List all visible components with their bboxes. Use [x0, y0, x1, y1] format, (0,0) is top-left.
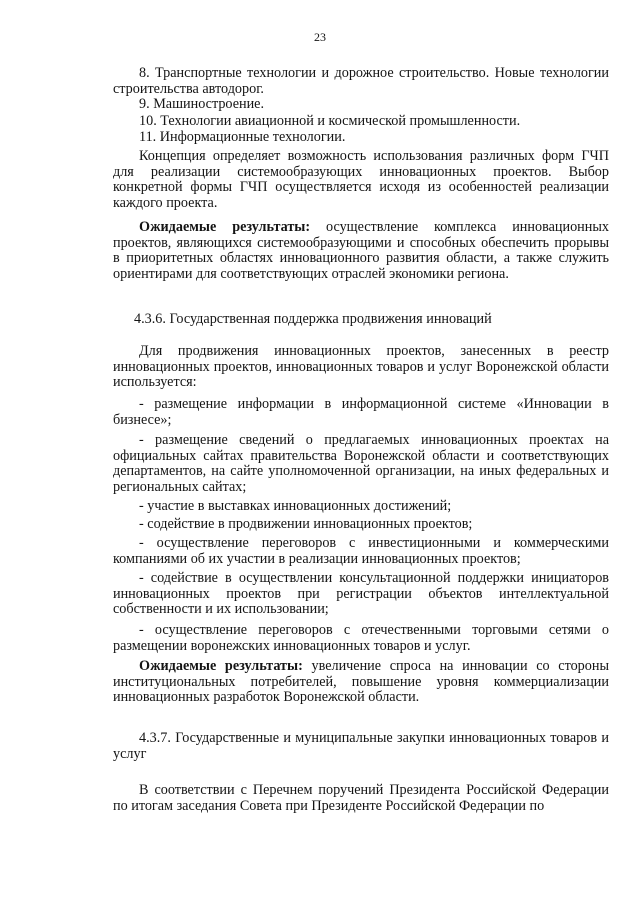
list-item: - размещение сведений о предлагаемых инновационных проектах на официальных сайтах правительства Воронежской области и соответствующих департаментов, на сайте уполномоченной организации, на иных федеральных и региональных сайтах;: [113, 432, 609, 495]
expected-results-text: увеличение спроса на инновации со стороны институциональных потребителей, повышение уровня коммерциализации инновационных разработок Воронежской области.: [113, 658, 609, 706]
expected-results-paragraph-1: [113, 220, 609, 282]
expected-results-paragraph-2: [113, 659, 609, 706]
expected-results-label: Ожидаемые результаты:: [139, 658, 303, 674]
section-heading-4-3-6: 4.3.6. Государственная поддержка продвижения инноваций: [134, 311, 492, 327]
list-item: - участие в выставках инновационных достижений;: [139, 498, 452, 514]
list-item: - осуществление переговоров с инвестиционными и коммерческими компаниями об их участии в реализации инновационных проектов;: [113, 535, 609, 567]
expected-results-label: Ожидаемые результаты:: [139, 219, 311, 235]
expected-results-text: осуществление комплекса инновационных проектов, являющихся системообразующими и способных обеспечить прорывы в приоритетных областях инновационного развития области, а также служить ориентирами для соответствующих отраслей экономики региона.: [113, 219, 609, 282]
list-item: - осуществление переговоров с отечественными торговыми сетями о размещении воронежских инновационных товаров и услуг.: [113, 622, 609, 654]
list-item: - содействие в осуществлении консультационной поддержки инициаторов инновационных проектов при регистрации объектов интеллектуальной собственности и их использовании;: [113, 570, 609, 618]
list-item: - содействие в продвижении инновационных проектов;: [139, 516, 473, 532]
list-item-9: 9. Машиностроение.: [139, 96, 265, 112]
section-heading-4-3-7: 4.3.7. Государственные и муниципальные закупки инновационных товаров и услуг: [113, 730, 609, 762]
concept-paragraph: Концепция определяет возможность использования различных форм ГЧП для реализации системообразующих инновационных проектов. Выбор конкретной формы ГЧП осуществляется исходя из особенностей реализации каждого проекта.: [113, 148, 609, 211]
section-4-3-7-paragraph: В соответствии с Перечнем поручений Президента Российской Федерации по итогам заседания Совета при Президенте Российской Федерации по: [113, 782, 609, 814]
page-number: 23: [314, 30, 326, 44]
list-item-11: 11. Информационные технологии.: [139, 129, 346, 145]
list-item-8: 8. Транспортные технологии и дорожное строительство. Новые технологии строительства автодорог.: [113, 65, 609, 97]
list-item: - размещение информации в информационной системе «Инновации в бизнесе»;: [113, 396, 609, 428]
list-item-10: 10. Технологии авиационной и космической промышленности.: [139, 113, 521, 129]
section-4-3-6-intro: Для продвижения инновационных проектов, занесенных в реестр инновационных проектов, инновационных товаров и услуг Воронежской области используется:: [113, 343, 609, 391]
